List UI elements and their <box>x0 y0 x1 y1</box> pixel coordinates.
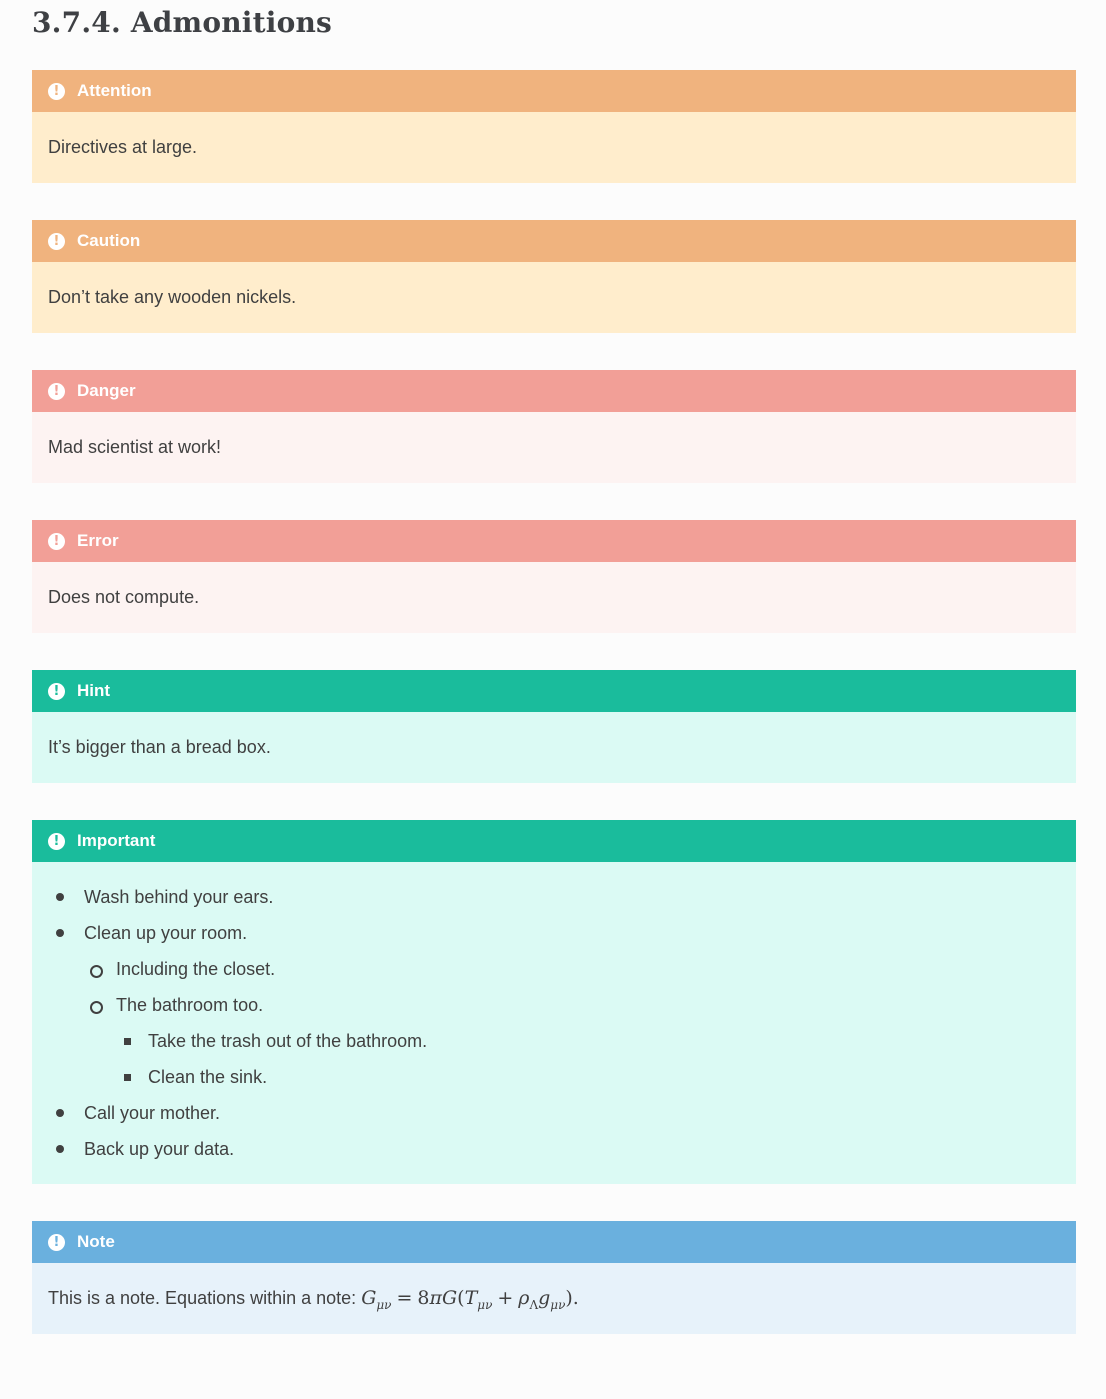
exclamation-circle-icon: ! <box>48 533 65 550</box>
admonition-danger-title-bar <box>32 370 1076 412</box>
exclamation-circle-icon: ! <box>48 833 65 850</box>
admonition-note-title-bar <box>32 1221 1076 1263</box>
note-text: This is a note. Equations within a note: <box>48 1288 362 1308</box>
admonition-error-title-bar <box>32 520 1076 562</box>
einstein-equation: $G_{\mu\nu} = 8\pi G(T_{\mu\nu} + \rho_\Lambda g_{\mu\nu})$. <box>361 1287 579 1312</box>
admonition-attention-title: Attention <box>77 81 152 100</box>
admonition-error <box>32 520 1076 633</box>
list-item: Take the trash out of the bathroom. <box>48 1023 1060 1059</box>
list-item: Clean up your room. <box>48 915 1060 951</box>
exclamation-circle-icon: ! <box>48 683 65 700</box>
admonition-important-body <box>32 862 1076 1184</box>
admonition-attention <box>32 70 1076 183</box>
exclamation-circle-icon: ! <box>48 383 65 400</box>
admonition-caution-title-bar <box>32 220 1076 262</box>
page-title: 3.7.4. Admonitions <box>32 6 333 39</box>
exclamation-circle-icon: ! <box>48 233 65 250</box>
admonition-danger-body: Mad scientist at work! <box>32 412 1076 483</box>
admonition-important-title: Important <box>77 831 156 850</box>
list-item: Wash behind your ears. <box>48 879 1060 915</box>
admonition-important <box>32 820 1076 1184</box>
chore-list <box>48 879 1060 1167</box>
admonition-hint-body: It’s bigger than a bread box. <box>32 712 1076 783</box>
admonition-error-title: Error <box>77 531 119 550</box>
admonition-note-body <box>32 1263 1076 1334</box>
exclamation-circle-icon: ! <box>48 83 65 100</box>
list-item: Back up your data. <box>48 1131 1060 1167</box>
admonition-caution <box>32 220 1076 333</box>
list-item: Clean the sink. <box>48 1059 1060 1095</box>
admonition-hint-title: Hint <box>77 681 111 700</box>
admonition-hint <box>32 670 1076 783</box>
exclamation-circle-icon: ! <box>48 1234 65 1251</box>
admonition-caution-title: Caution <box>77 231 141 250</box>
admonition-error-body: Does not compute. <box>32 562 1076 633</box>
admonition-attention-title-bar <box>32 70 1076 112</box>
admonition-danger <box>32 370 1076 483</box>
list-item: Call your mother. <box>48 1095 1060 1131</box>
list-item: Including the closet. <box>48 951 1060 987</box>
admonition-note <box>32 1221 1076 1334</box>
admonition-hint-title-bar <box>32 670 1076 712</box>
admonition-important-title-bar <box>32 820 1076 862</box>
list-item: The bathroom too. <box>48 987 1060 1023</box>
admonition-note-title: Note <box>77 1232 115 1251</box>
admonition-caution-body: Don’t take any wooden nickels. <box>32 262 1076 333</box>
admonition-attention-body: Directives at large. <box>32 112 1076 183</box>
admonition-danger-title: Danger <box>77 381 136 400</box>
